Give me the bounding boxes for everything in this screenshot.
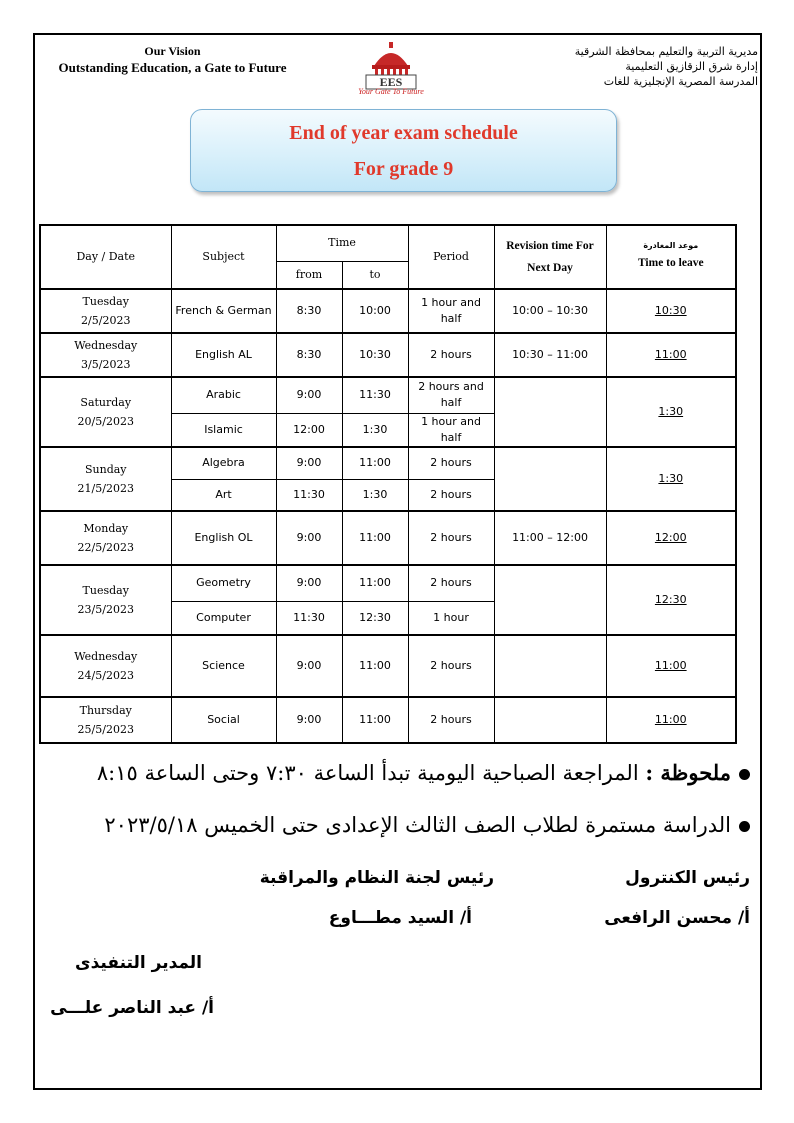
from-cell: 9:00 — [276, 511, 342, 565]
header-from: from — [276, 261, 342, 289]
day-date: 3/5/2023 — [81, 358, 131, 371]
to-cell: 11:00 — [342, 447, 408, 479]
vision-label: Our Vision — [144, 44, 201, 58]
revision-cell: 10:00 – 10:30 — [494, 289, 606, 333]
table-row — [40, 565, 736, 601]
from-cell: 9:00 — [276, 447, 342, 479]
day-cell — [40, 377, 171, 447]
day-name: Sunday — [84, 463, 127, 476]
to-cell: 11:00 — [342, 565, 408, 601]
from-cell: 8:30 — [276, 333, 342, 377]
day-cell — [40, 635, 171, 697]
header-leave — [606, 225, 736, 289]
day-name: Tuesday — [82, 295, 129, 308]
leave-cell: 12:00 — [606, 511, 736, 565]
to-cell: 12:30 — [342, 601, 408, 635]
period-cell: 2 hours — [408, 333, 494, 377]
from-cell: 11:30 — [276, 601, 342, 635]
day-date: 23/5/2023 — [77, 603, 134, 616]
day-date: 21/5/2023 — [77, 482, 134, 495]
note-study-continues — [104, 813, 750, 837]
subject-cell: Science — [171, 635, 276, 697]
day-cell — [40, 565, 171, 635]
period-cell: 2 hours — [408, 565, 494, 601]
day-date: 22/5/2023 — [77, 541, 134, 554]
subject-cell: Social — [171, 697, 276, 743]
day-cell — [40, 697, 171, 743]
subject-cell: Computer — [171, 601, 276, 635]
table-row — [40, 635, 736, 697]
period-cell: 1 hour — [408, 601, 494, 635]
bullet-icon — [739, 821, 750, 832]
header-leave-arabic: موعد المغادرة — [643, 241, 699, 250]
subject-cell: Islamic — [171, 413, 276, 447]
from-cell: 9:00 — [276, 697, 342, 743]
note-text: الدراسة مستمرة لطلاب الصف الثالث الإعدادى حتى الخميس ٢٠٢٣/٥/١٨ — [104, 813, 731, 837]
header-revision: Revision time For Next Day — [494, 225, 606, 289]
to-cell: 11:30 — [342, 377, 408, 413]
header-time: Time — [276, 225, 408, 261]
subject-cell: Geometry — [171, 565, 276, 601]
period-cell: 1 hour and half — [408, 289, 494, 333]
period-cell: 1 hour and half — [408, 413, 494, 447]
subject-cell: Art — [171, 479, 276, 511]
from-cell: 11:30 — [276, 479, 342, 511]
day-name: Thursday — [79, 704, 132, 717]
logo-tagline: Your Gate To Future — [358, 87, 424, 96]
period-cell: 2 hours — [408, 635, 494, 697]
revision-cell — [494, 377, 606, 447]
period-cell: 2 hours — [408, 697, 494, 743]
day-name: Wednesday — [74, 650, 138, 663]
revision-cell: 10:30 – 11:00 — [494, 333, 606, 377]
day-cell — [40, 289, 171, 333]
committee-head-title: رئيس لجنة النظام والمراقبة — [259, 868, 494, 888]
header-to: to — [342, 261, 408, 289]
day-name: Wednesday — [74, 339, 138, 352]
subject-cell: Arabic — [171, 377, 276, 413]
exam-schedule-table — [39, 224, 737, 744]
to-cell: 1:30 — [342, 479, 408, 511]
table-row — [40, 289, 736, 333]
period-cell: 2 hours — [408, 447, 494, 479]
table-row — [40, 511, 736, 565]
schedule-title: End of year exam schedule — [289, 122, 518, 144]
from-cell: 9:00 — [276, 377, 342, 413]
schedule-title-box — [190, 109, 617, 192]
arabic-header-line: المدرسة المصرية الإنجليزية للغات — [603, 75, 758, 88]
from-cell: 8:30 — [276, 289, 342, 333]
to-cell: 11:00 — [342, 511, 408, 565]
vision-block — [40, 44, 305, 77]
period-cell: 2 hours — [408, 511, 494, 565]
revision-cell: 11:00 – 12:00 — [494, 511, 606, 565]
from-cell: 9:00 — [276, 565, 342, 601]
arabic-header-line: إدارة شرق الزقازيق التعليمية — [625, 60, 758, 73]
table-row — [40, 333, 736, 377]
vision-text: Outstanding Education, a Gate to Future — [58, 60, 287, 75]
director-title: المدير التنفيذى — [75, 953, 202, 973]
subject-cell: Algebra — [171, 447, 276, 479]
note-morning-revision — [97, 760, 750, 785]
day-cell — [40, 447, 171, 511]
from-cell: 12:00 — [276, 413, 342, 447]
subject-cell: English OL — [171, 511, 276, 565]
control-head-name: أ/ محسن الرافعى — [604, 908, 750, 928]
day-date: 24/5/2023 — [77, 669, 134, 682]
note-label: ملحوظة : — [645, 760, 731, 785]
day-name: Tuesday — [82, 584, 129, 597]
to-cell: 10:00 — [342, 289, 408, 333]
from-cell: 9:00 — [276, 635, 342, 697]
revision-cell — [494, 697, 606, 743]
revision-cell — [494, 565, 606, 635]
day-cell — [40, 333, 171, 377]
subject-cell: French & German — [171, 289, 276, 333]
logo-text: EES — [379, 75, 403, 89]
arabic-header — [518, 44, 758, 89]
revision-cell — [494, 447, 606, 511]
day-name: Saturday — [80, 396, 132, 409]
to-cell: 11:00 — [342, 697, 408, 743]
to-cell: 1:30 — [342, 413, 408, 447]
day-cell — [40, 511, 171, 565]
to-cell: 10:30 — [342, 333, 408, 377]
leave-cell: 11:00 — [606, 635, 736, 697]
period-cell: 2 hours — [408, 479, 494, 511]
control-head-title: رئيس الكنترول — [625, 868, 750, 888]
to-cell: 11:00 — [342, 635, 408, 697]
bullet-icon — [739, 769, 750, 780]
schedule-subtitle: For grade 9 — [353, 158, 454, 180]
director-name: أ/ عبد الناصر علـــى — [50, 998, 214, 1018]
header-subject: Subject — [171, 225, 276, 289]
header-day-date: Day / Date — [40, 225, 171, 289]
leave-cell: 1:30 — [606, 377, 736, 447]
header-period: Period — [408, 225, 494, 289]
leave-cell: 10:30 — [606, 289, 736, 333]
day-name: Monday — [83, 522, 129, 535]
subject-cell: English AL — [171, 333, 276, 377]
period-cell: 2 hours and half — [408, 377, 494, 413]
day-date: 2/5/2023 — [81, 314, 131, 327]
table-row — [40, 447, 736, 479]
arabic-header-line: مديرية التربية والتعليم بمحافظة الشرقية — [574, 45, 758, 58]
revision-cell — [494, 635, 606, 697]
note-text: المراجعة الصباحية اليومية تبدأ الساعة ٧:٣٠ وحتى الساعة ٨:١٥ — [96, 761, 639, 785]
day-date: 20/5/2023 — [77, 415, 134, 428]
leave-cell: 1:30 — [606, 447, 736, 511]
leave-cell: 11:00 — [606, 697, 736, 743]
leave-cell: 11:00 — [606, 333, 736, 377]
table-row — [40, 377, 736, 413]
header-leave-text: Time to leave — [637, 257, 704, 269]
day-date: 25/5/2023 — [77, 723, 134, 736]
table-row — [40, 697, 736, 743]
leave-cell: 12:30 — [606, 565, 736, 635]
committee-head-name: أ/ السيد مطـــاوع — [328, 908, 472, 928]
